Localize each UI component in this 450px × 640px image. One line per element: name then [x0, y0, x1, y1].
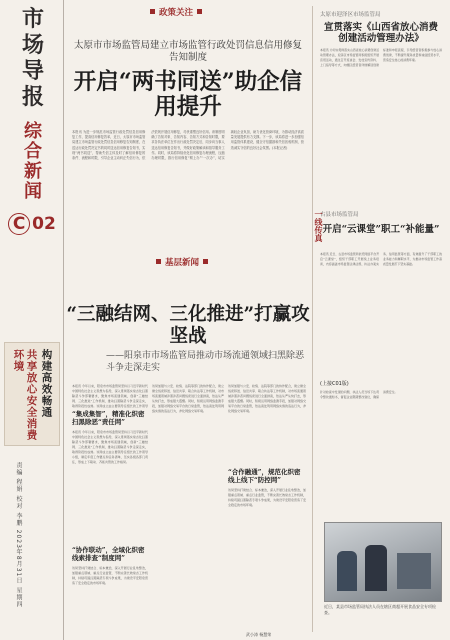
page-number-badge	[6, 210, 58, 238]
logo-character: 场	[21, 32, 44, 58]
strip-label: 一线传真	[314, 210, 324, 242]
kicker-marker-icon	[197, 9, 202, 14]
continued-label: (上接C01版)	[320, 381, 349, 387]
slogan-line-2: 共享放心安全消费环境	[12, 349, 38, 441]
feature-article	[66, 256, 310, 640]
feature-body-1: 本报讯 今年以来，阳泉市市场监管局坚持以习近平新时代中国特色社会主义思想为指导，深入贯彻落实常态化扫黑除恶斗争部署要求，聚焦市场流通领域，创新“三融结网、三化推进”工作机制，推动扫黑除恶斗争走深走实，取得阶段性成效。该局成立由主要领导任组长的工作领导小组，制定年度工作要点和任务清单，压实各级各部门责任，形成上下联动、齐抓共管的工作格局。	[72, 430, 148, 464]
news-photo	[324, 522, 442, 602]
photo-figure	[365, 545, 387, 591]
kicker-marker-icon	[156, 259, 161, 264]
feature-byline: 武小涛 杨慧荣	[246, 632, 272, 637]
page-number: 02	[32, 214, 56, 234]
right-article-1-body: 本报讯 为切实贯彻落实山西省放心消费创建活动管理办法，迎泽区市场监管局积极组织开展宣贯活动，通过召开座谈会、发放宣传资料、上门指导等方式，向辖区经营者详细解读创建标准和申报流程，引导经营者积极参与放心消费创建，不断提升服务质量和诚信经营水平，营造安全放心的消费环境。	[320, 48, 442, 67]
top-article-subhead: 太原市市场监管局建立市场监管行政处罚信息信用修复告知制度	[74, 40, 303, 63]
feature-body-2: 该局加强与公安、检察、法院等部门的协作配合，建立健全线索移送、信息共享、联合执法等工作机制，对市场流通领域涉黑涉恶问题线索进行全面排查，依法从严从快打击，形成强大震慑。同时，积极运用网络监测手段，加强对网络交易平台的日常监管，依法查处利用网络实施的违法行为，净化网络交易环境。	[152, 384, 224, 413]
section-label-character: 新	[24, 161, 42, 182]
top-article-kicker: 政策关注	[146, 6, 206, 18]
feature-section-3-title: “协作联动”，全域化织密线索排查“制度网”	[72, 546, 145, 562]
kicker-marker-icon	[203, 259, 208, 264]
photo-shelf	[397, 553, 431, 589]
column-divider	[312, 6, 313, 632]
top-article-headline: 开启“两书同送”助企信用提升	[73, 69, 303, 120]
slogan-box	[4, 342, 60, 446]
photo-figure	[337, 551, 357, 591]
right-article-2-body: 本报讯 近日，古县市场监管局依托网络平台开启“云课堂”，组织干部职工开展线上业务培训，内容涵盖市场监管法律法规、执法办案实务、信用监管等方面，有效提升了干部职工的业务能力和履职水平，为推动市场监管工作高质量发展打下坚实基础。	[320, 252, 442, 266]
right-article-1-title: 宣贯落实《山西省放心消费创建活动管理办法》	[323, 22, 438, 44]
logo-character: 导	[21, 58, 44, 84]
section-label	[8, 122, 58, 202]
slogan-line-1: 构建高效畅通	[40, 349, 53, 418]
masthead	[0, 0, 64, 640]
feature-body-2b: 该局加强与公安、检察、法院等部门的协作配合，建立健全线索移送、信息共享、联合执法等工作机制，对市场流通领域涉黑涉恶问题线索进行全面排查，依法从严从快打击，形成强大震慑。同时，积极运用网络监测手段，加强对网络交易平台的日常监管，依法查处利用网络实施的违法行为，净化网络交易环境。	[228, 384, 306, 413]
newspaper-logo	[6, 6, 60, 118]
right-column	[316, 0, 446, 640]
logo-character: 报	[21, 84, 44, 110]
top-article-body: 本报讯 为进一步规范市场监管行政处罚信息信用修复工作，提高信用修复效率，近日，太原市市场监管局建立市场监管行政处罚信息信用修复告知制度，在送达行政处罚决定书的同时送达信用修复告知书，实现“两书同送”，帮助失信主体及时了解信用修复的条件、流程和时限，引导企业主动纠正失信行为，依法依规开展信用修复，尽快重塑良好信用。该制度明确了告知对象、告知内容、告知方式和告知时限，要求各执法单位在作出行政处罚决定后，同步向当事人送达信用修复告知书，并做好政策解读和指导服务工作。同时，该局将持续优化信用修复办理流程，压缩办理时限，推行信用修复“网上办”“一次办”，切实减轻企业负担，助力优化营商环境，为推动经济高质量发展提供有力支撑。下一步，该局将进一步加强信用监管体系建设，健全守信激励和失信惩戒机制，营造诚实守信的良好社会氛围。(本报记者)	[72, 130, 304, 161]
issue-info: 责编 程娟 校对 李鹏 2023年8月31日 星期四	[15, 462, 22, 609]
logo-character: 市	[21, 6, 44, 32]
right-article-3-body: 针对检查中发现的问题，执法人员当场下达责令整改通知书，督促企业限期整改到位，确保消费安全。	[320, 390, 398, 399]
section-label-character: 综	[24, 121, 42, 142]
section-label-character: 闻	[24, 181, 42, 202]
right-article-2-title: 开启“云课堂”职工“补能量”	[322, 224, 440, 235]
photo-caption: 近日，某县市场监管局执法人员在辖区商超开展食品安全专项检查。	[324, 604, 436, 615]
feature-kicker: 基层新闻	[152, 256, 212, 268]
right-article-1-kicker: 太原市迎泽区市场监管局	[320, 12, 381, 18]
feature-headline: “三融结网、三化推进”打赢攻坚战	[66, 304, 310, 347]
feature-body-2c: 该局坚持打建结合、标本兼治，深入开展行业乱象整治，加强重点领域、重点行业监管，不断完善长效常态工作机制，持续巩固扫黑除恶专项斗争成果，为建设平安阳泉营造了安全稳定的市场环境。	[228, 488, 306, 507]
top-article	[66, 0, 310, 258]
feature-section-1-title: “集成集智”，精准化织密扫黑除恶“责任网”	[72, 410, 145, 426]
feature-body-lead: 本报讯 今年以来，阳泉市市场监管局坚持以习近平新时代中国特色社会主义思想为指导，深入贯彻落实常态化扫黑除恶斗争部署要求，聚焦市场流通领域，创新“三融结网、三化推进”工作机制，推动扫黑除恶斗争走深走实，取得阶段性成效。该局成立由主要领导任组长的工作领导	[72, 384, 148, 408]
page-letter: C	[8, 213, 30, 235]
feature-section-2-title: “合作融通”，规范化织密线上线下“防控网”	[228, 468, 301, 484]
right-article-2-kicker: 古县市场监管局	[320, 212, 359, 218]
feature-subhead: ——阳泉市市场监管局推动市场流通领域扫黑除恶斗争走深走实	[106, 351, 305, 373]
kicker-marker-icon	[150, 9, 155, 14]
section-label-character: 合	[24, 141, 42, 162]
feature-body-3: 该局坚持打建结合、标本兼治，深入开展行业乱象整治，加强重点领域、重点行业监管，不断完善长效常态工作机制，持续巩固扫黑除恶专项斗争成果，为建设平安阳泉营造了安全稳定的市场环境。	[72, 566, 148, 585]
